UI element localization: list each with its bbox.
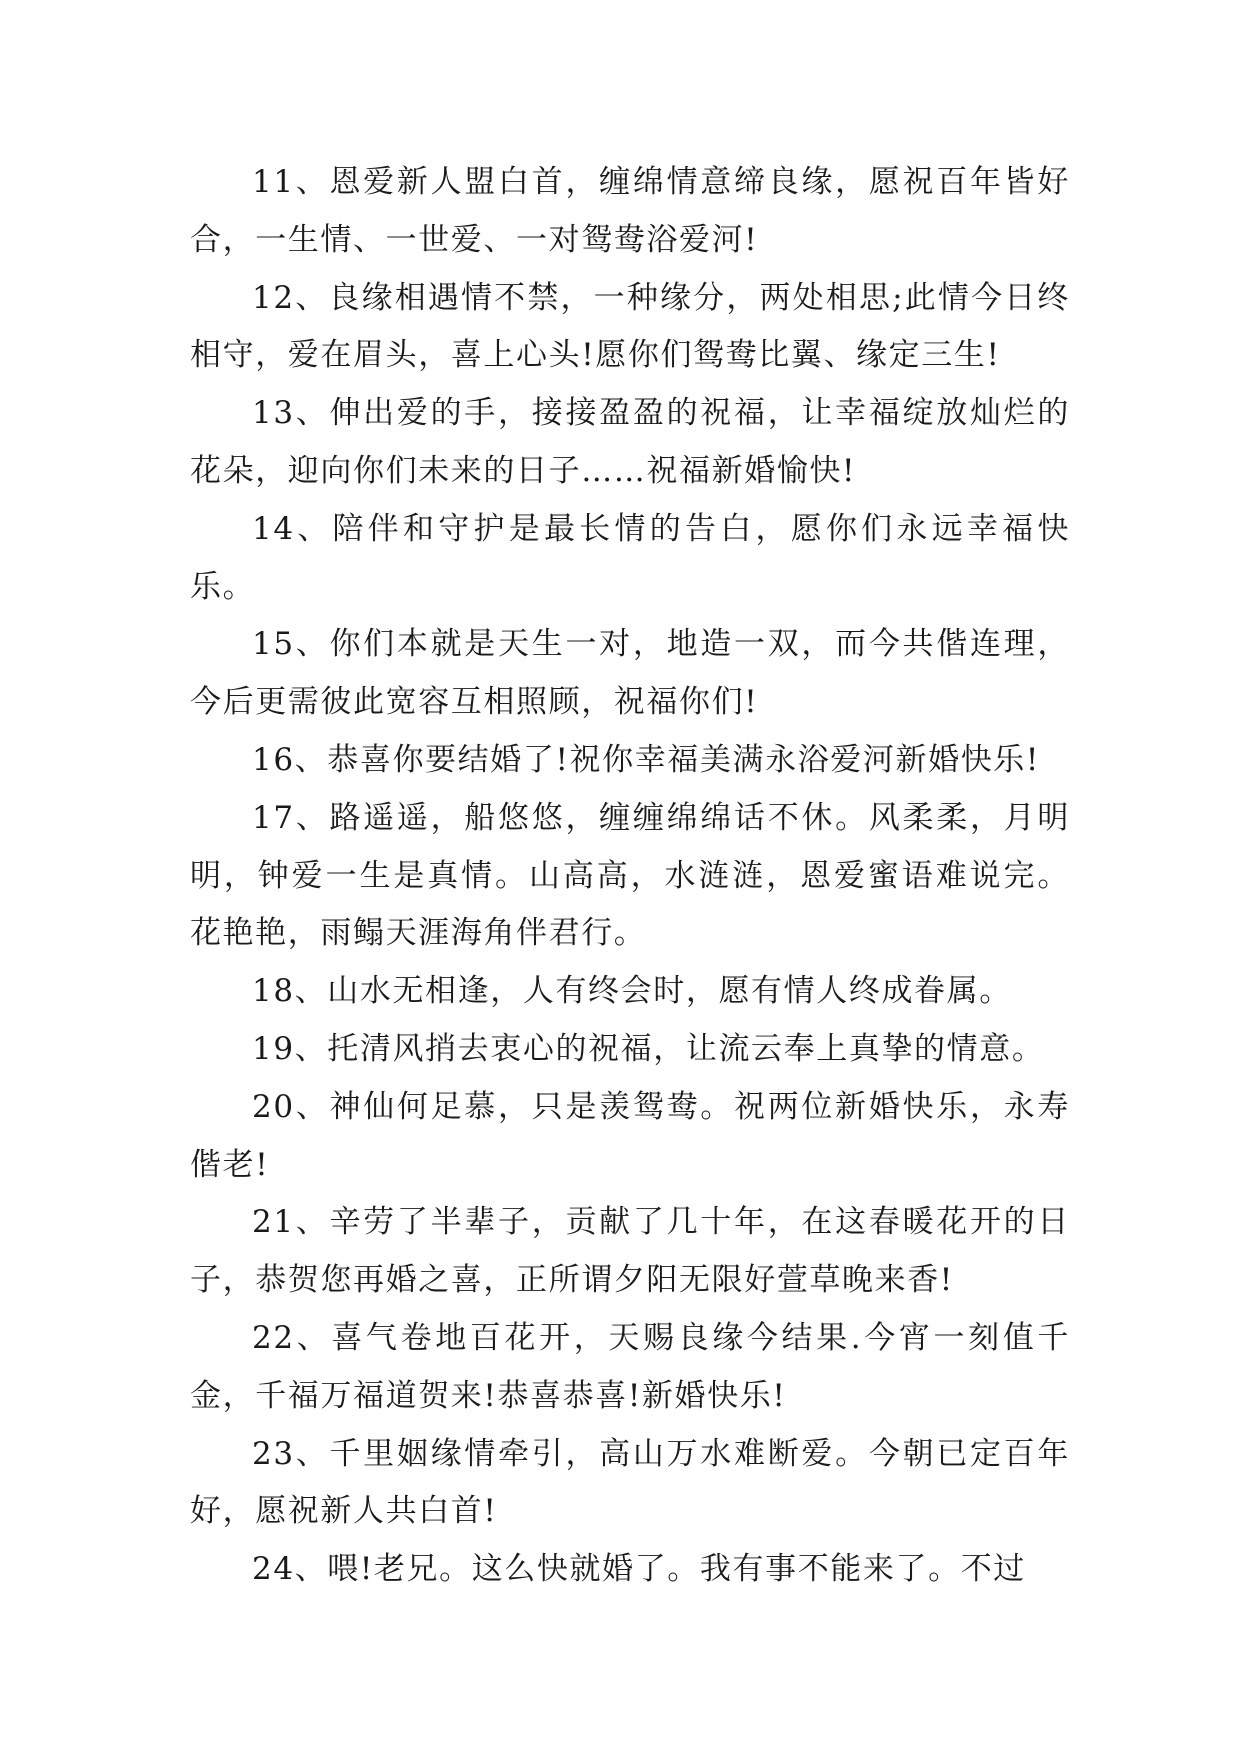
paragraph-21: 21、辛劳了半辈子，贡献了几十年，在这春暖花开的日子，恭贺您再婚之喜，正所谓夕阳无限好萱草晚来香! xyxy=(190,1204,1070,1299)
paragraph-12: 12、良缘相遇情不禁，一种缘分，两处相思;此情今日终相守，爱在眉头，喜上心头!愿你们鸳鸯比翼、缘定三生! xyxy=(190,279,1070,374)
paragraph-17: 17、路遥遥，船悠悠，缠缠绵绵话不休。风柔柔，月明明，钟爱一生是真情。山高高，水涟涟，恩爱蜜语难说完。花艳艳，雨鳎天涯海角伴君行。 xyxy=(190,799,1070,952)
paragraph-11: 11、恩爱新人盟白首，缠绵情意缔良缘，愿祝百年皆好合，一生情、一世爱、一对鸳鸯浴爱河! xyxy=(190,164,1070,258)
paragraph-14: 14、陪伴和守护是最长情的告白，愿你们永远幸福快乐。 xyxy=(190,510,1070,605)
paragraph-24: 24、喂!老兄。这么快就婚了。我有事不能来了。不过 xyxy=(252,1551,1026,1588)
paragraph-19: 19、托清风捎去衷心的祝福，让流云奉上真挚的情意。 xyxy=(252,1030,1045,1067)
paragraph-18: 18、山水无相逢，人有终会时，愿有情人终成眷属。 xyxy=(252,973,1012,1010)
paragraph-22: 22、喜气卷地百花开，天赐良缘今结果.今宵一刻值千金，千福万福道贺来!恭喜恭喜!新婚快乐! xyxy=(190,1319,1070,1414)
document-body xyxy=(190,154,1070,1599)
paragraph-15: 15、你们本就是天生一对，地造一双，而今共偕连理，今后更需彼此宽容互相照顾，祝福你们! xyxy=(190,626,1070,721)
paragraph-13: 13、伸出爱的手，接接盈盈的祝福，让幸福绽放灿烂的花朵，迎向你们未来的日子……祝福新婚愉快! xyxy=(190,395,1070,489)
paragraph-20: 20、神仙何足慕，只是羡鸳鸯。祝两位新婚快乐，永寿偕老! xyxy=(190,1088,1070,1183)
paragraph-23: 23、千里姻缘情牵引，高山万水难断爱。今朝已定百年好，愿祝新人共白首! xyxy=(190,1435,1070,1530)
paragraph-16: 16、恭喜你要结婚了!祝你幸福美满永浴爱河新婚快乐! xyxy=(252,741,1040,778)
